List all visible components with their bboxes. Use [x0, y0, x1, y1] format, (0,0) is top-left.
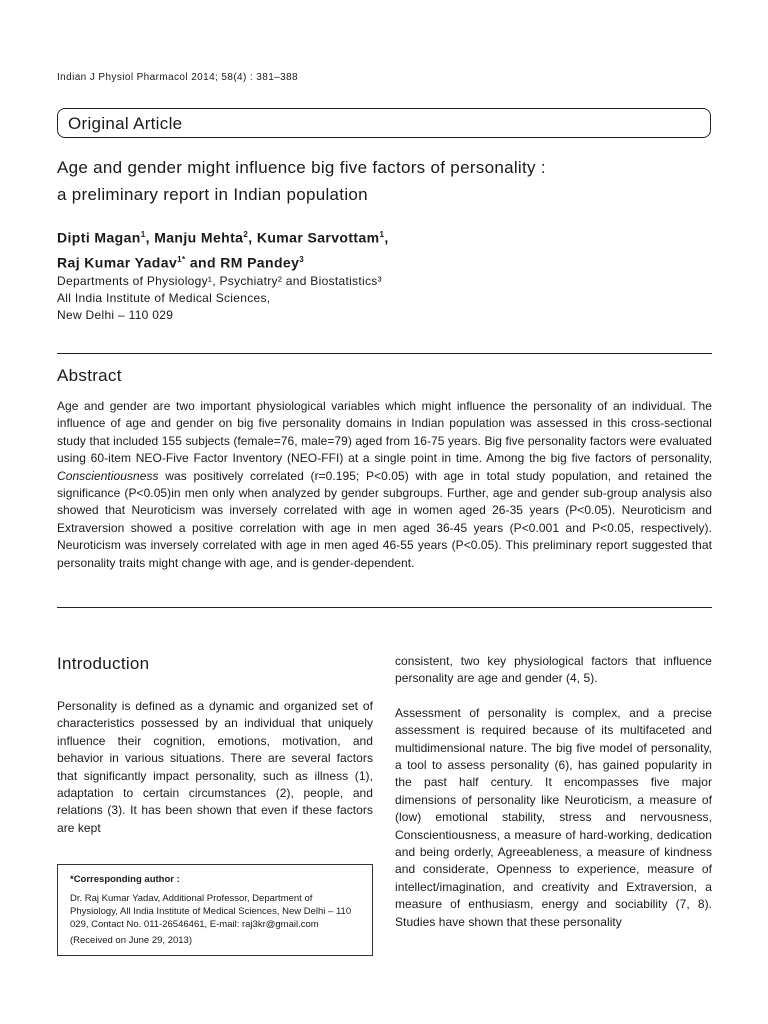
right-column	[395, 653, 712, 931]
left-column	[57, 698, 373, 837]
author-list	[57, 224, 389, 273]
introduction-heading: Introduction	[57, 654, 150, 673]
author-affil-mark: 2	[243, 230, 249, 239]
affiliation-line: Departments of Physiology¹, Psychiatry² and Biostatistics³	[57, 274, 382, 288]
author-name: Raj Kumar Yadav	[57, 254, 178, 271]
corresponding-details: Dr. Raj Kumar Yadav, Additional Professor, Department of Physiology, All India Institute of Medical Sciences, New Delhi – 110 029, Contact No. 011-26546461, E-mail: raj3kr@gmail.com	[70, 893, 352, 930]
author-affil-mark: 1	[379, 230, 385, 239]
abstract-text-part: Age and gender are two important physiological variables which might influence the personality of an individual. The influence of age and gender on big five personality domains in Indian population was assessed in this cross-sectional study that included 155 subjects (female=76, male=79) aged from 16-75 years. Big five personality factors were evaluated using 60-item NEO-Five Factor Inventory (NEO-FFI) at a single point in time. Among the big five factors of personality,	[57, 399, 712, 466]
author-affil-mark: 1	[140, 230, 146, 239]
author-name: Kumar Sarvottam	[256, 229, 380, 246]
affiliation-line: All India Institute of Medical Sciences,	[57, 291, 271, 305]
title-line-1: Age and gender might influence big five factors of personality :	[57, 158, 546, 177]
abstract-text	[57, 398, 712, 572]
divider-bottom	[57, 607, 712, 608]
author-line-2	[57, 249, 389, 274]
abstract-italic-term: Conscientiousness	[57, 468, 159, 483]
author-affil-mark: 1*	[177, 254, 186, 264]
affiliations	[57, 273, 382, 324]
author-name: Manju Mehta	[154, 229, 244, 246]
author-conjunction: and	[189, 254, 216, 271]
corresponding-label: *Corresponding author :	[70, 874, 180, 885]
title-line-2: a preliminary report in Indian population	[57, 185, 368, 204]
affiliation-line: New Delhi – 110 029	[57, 308, 174, 322]
journal-citation: Indian J Physiol Pharmacol 2014; 58(4) : 381–388	[57, 72, 299, 83]
author-affil-mark: 3	[299, 254, 305, 264]
intro-paragraph-3: Assessment of personality is complex, and a precise assessment is required because of its multifaceted and multidimensional nature. The big five model of personality, a tool to assess personality (6), has gained popularity in the past half century. It encompasses five major dimensions of personality like Neuroticism, a measure of (low) emotional stability, stress and nervousness, Conscientiousness, a measure of hard-working, dedication and being orderly, Agreeableness, a measure of kindness and considerate, Openness to experience, measure of intellect/imagination, and creativity and Extraversion, a measure of enthusiasm, energy and sociability (7, 8). Studies have shown that these personality	[395, 705, 712, 929]
article-type-label: Original Article	[68, 114, 183, 133]
author-name: Dipti Magan	[57, 229, 141, 246]
article-title	[57, 154, 717, 208]
article-type-box	[57, 108, 711, 138]
intro-paragraph-2: consistent, two key physiological factors that influence personality are age and gender (4, 5).	[395, 654, 712, 686]
author-line-1: Dipti Magan$^1$, Manju Mehta$^2$, Kumar Sarvottam$^1$,	[57, 229, 389, 246]
abstract-heading: Abstract	[57, 366, 122, 385]
corresponding-author-box	[57, 864, 373, 956]
intro-paragraph-1: Personality is defined as a dynamic and organized set of characteristics possessed by an individual that uniquely influence their cognition, emotions, motivation, and behavior in various situations. There are several factors that significantly impact personality, such as illness (1), adaptation to certain circumstances (2), people, and relations (3). It has been shown that even if these factors are kept	[57, 699, 373, 835]
abstract-text-part: was positively correlated (r=0.195; P<0.05) with age in total study population, and retained the significance (P<0.05)in men only when analyzed by gender subgroups. Further, age and gender sub-group analysis also showed that Neuroticism was inversely correlated with age in women aged 26-35 years (P<0.05). Neuroticism and Extraversion showed a positive correlation with age in men aged 36-45 years (P<0.001 and P<0.05, respectively). Neuroticism was inversely correlated with age in men aged 46-55 years (P<0.05). This preliminary report suggested that personality traits might change with age, and is gender-dependent.	[57, 468, 712, 570]
received-date: (Received on June 29, 2013)	[70, 935, 192, 946]
author-name: RM Pandey	[220, 254, 300, 271]
divider-top	[57, 353, 712, 354]
